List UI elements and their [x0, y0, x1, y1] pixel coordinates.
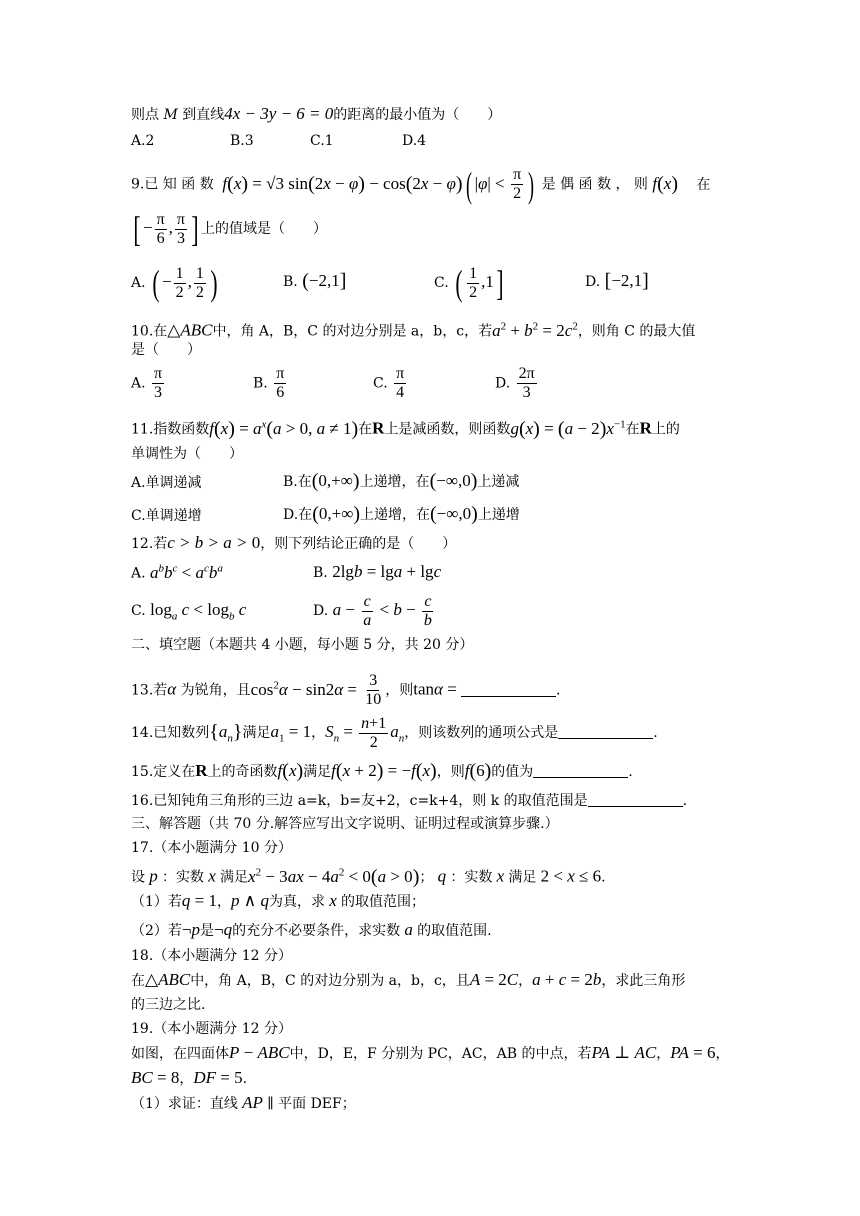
- q10-option-d: D. $\frac{2\pi}{3}$: [495, 365, 535, 401]
- q8-option-d: D.4: [402, 133, 427, 149]
- q8-option-c: C.1: [310, 133, 334, 149]
- q19-sub1: （1）求证：直线 AP ∥ 平面 DEF；: [131, 1093, 356, 1112]
- q19-head: 19.（本小题满分 12 分）: [131, 1021, 292, 1037]
- q9-line1: 9.已 知 函 数 f(x) = √3 sin(2x − φ) − cos(2x − φ)( |φ| < $\frac{\pi}{2}$ ) 是 偶 函 数 ， 则 f(x) 在: [131, 164, 711, 205]
- q10-line2: 是（ ）: [131, 342, 201, 358]
- q18-line2: 的三边之比.: [131, 997, 206, 1013]
- q19-line1: 如图，在四面体P − ABC中，D，E，F 分别为 PC，AC，AB 的中点，若PA ⊥ AC，PA = 6，: [131, 1043, 730, 1062]
- q15: 15.定义在R上的奇函数f(x)满足f(x + 2) = −f(x)，则f(6)的值为 .: [131, 760, 633, 782]
- section-fill-in-title: 二、填空题（本题共 4 小题，每小题 5 分，共 20 分）: [131, 637, 474, 653]
- q11-line1: 11.指数函数$f(x) = a^x(a > 0$, a ≠ 1)在R上是减函数，则函数$g(x) = (a - 2)x^{-1}$在R上的: [131, 417, 680, 440]
- q16: 16.已知钝角三角形的三边 a=k，b=友+2，c=k+4，则 k 的取值范围是 .: [131, 793, 688, 809]
- q9-option-a: A. ( − $\frac{1}{2}$ , $\frac{1}{2}$ ): [131, 263, 218, 303]
- q8-option-b: B.3: [230, 133, 254, 149]
- q9-option-c: C. ( $\frac{1}{2}$ ,1]: [434, 263, 504, 303]
- q9-option-d: D. [−2,1]: [585, 270, 649, 292]
- q10-line1: 10.在△ABC中，角 A，B，C 的对边分别是 a，b，c，若$a^2 + b^2 = 2c^2$，则角 C 的最大值: [131, 320, 696, 340]
- q12-option-b: B. 2lgb = lga + lgc: [313, 562, 442, 581]
- q18-head: 18.（本小题满分 12 分）: [131, 948, 292, 964]
- q11-option-d: D.在(0,+∞)上递增，在(−∞,0)上递增: [283, 503, 520, 525]
- section-answer-title: 三、解答题（共 70 分.解答应写出文字说明、证明过程或演算步骤.）: [131, 816, 559, 832]
- q16-answer-blank[interactable]: [588, 792, 683, 807]
- q13-answer-blank[interactable]: [461, 682, 556, 697]
- q9-option-b: B. (−2,1]: [283, 270, 347, 292]
- q8-option-a: A.2: [131, 133, 155, 149]
- q9-line2: [ − $\frac{\pi}{6}$ , $\frac{\pi}{3}$ ] 上的值域是（ ）: [133, 209, 327, 249]
- q12-line1: 12.若c > b > a > 0，则下列结论正确的是（ ）: [131, 533, 457, 552]
- q8-stem: 则点 M 到直线4x − 3y − 6 = 0的距离的最小值为（ ）: [131, 104, 502, 123]
- q12-option-a: A. $a^bb^c < a^cb^a$: [131, 562, 223, 582]
- q18-line1: 在△ABC中，角 A，B，C 的对边分别为 a，b，c，且A = 2C，a + c = 2b，求此三角形: [131, 970, 686, 989]
- q17-sub1: （1）若q = 1，p ∧ q为真，求 x 的取值范围；: [131, 891, 426, 910]
- q11-option-b: B.在(0,+∞)上递增，在(−∞,0)上递减: [283, 470, 520, 492]
- q17-sub2: （2）若¬p是¬q的充分不必要条件，求实数 a 的取值范围.: [131, 920, 492, 939]
- q14-answer-blank[interactable]: [558, 724, 653, 739]
- q19-line2: BC = 8，DF = 5.: [131, 1068, 248, 1087]
- q15-answer-blank[interactable]: [533, 763, 628, 778]
- q11-option-a: A.单调递减: [131, 475, 202, 491]
- q11-line2: 单调性为（ ）: [131, 446, 243, 462]
- q10-option-a: A. $\frac{\pi}{3}$: [131, 365, 163, 401]
- q17-line1: 设 p ：实数 x 满足$x^2 - 3ax - 4a^2 < 0(a > 0)$； q ：实数 x 满足 2 < x ≤ 6.: [131, 865, 606, 888]
- q13: 13.若α 为锐角，且$\cos^2\alpha - \sin 2\alpha$ = $\frac{3}{10}$ ，则tanα = .: [131, 672, 561, 709]
- q17-head: 17.（本小题满分 10 分）: [131, 840, 292, 856]
- q11-option-c: C.单调递增: [131, 508, 202, 524]
- q10-option-c: C. $\frac{\pi}{4}$: [373, 365, 405, 401]
- q12-option-d: D. a − $\frac{c}{a}$ < b − $\frac{c}{b}$: [313, 592, 432, 629]
- q14: 14.已知数列$\{a_n\}$满足$a_1 = 1$，$S_n$ = $\frac{n+1}{2}$ $a_n$，则该数列的通项公式是 .: [131, 714, 658, 751]
- q12-option-c: C. $\log_a c < \log_b c$: [131, 600, 247, 623]
- q10-option-b: B. $\frac{\pi}{6}$: [253, 365, 285, 401]
